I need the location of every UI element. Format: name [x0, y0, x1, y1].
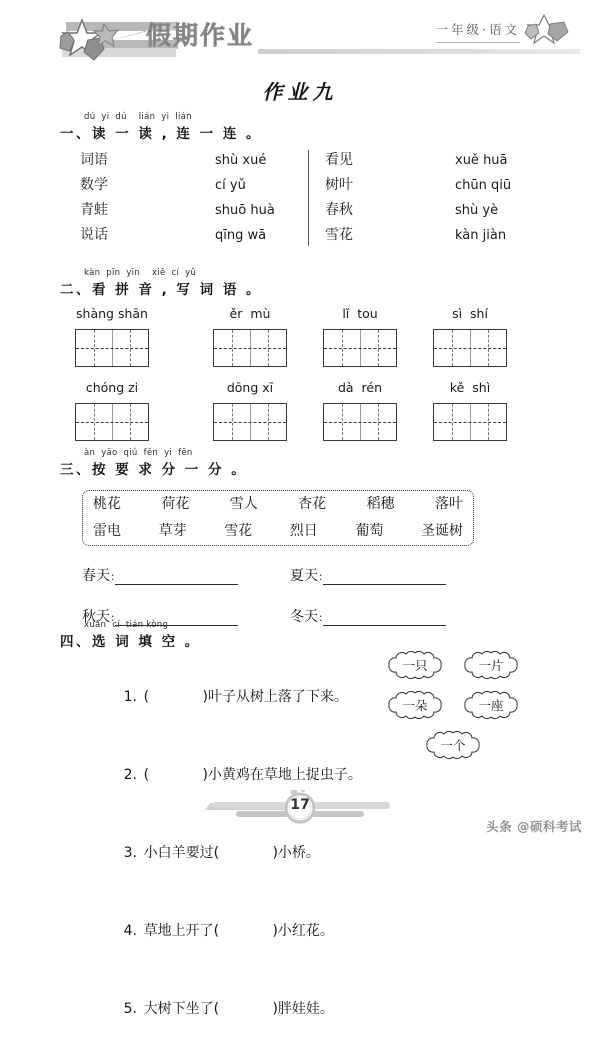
tianzige-grid[interactable] [433, 329, 507, 367]
word-bank-row [83, 518, 473, 545]
tianzige-pinyin: kě shì [449, 380, 491, 395]
tianzige-grid[interactable] [213, 329, 287, 367]
grid-h-guide [324, 422, 396, 423]
grid-v-guide [452, 404, 453, 440]
grid-h-guide [324, 348, 396, 349]
grid-h-guide [434, 348, 506, 349]
grid-h-guide [76, 422, 148, 423]
tianzige-group [75, 380, 149, 441]
cloud-option[interactable] [384, 690, 446, 720]
cloud-option-label: 一片 [478, 658, 504, 673]
word-bank-item[interactable]: 葡萄 [355, 523, 384, 539]
match-item[interactable]: qīng wā [215, 228, 267, 243]
page-header [0, 0, 600, 68]
tianzige-grid[interactable] [75, 329, 149, 367]
grid-h-guide [76, 348, 148, 349]
header-rule [258, 49, 580, 54]
sentence-row[interactable] [88, 970, 378, 1048]
grid-v-guide [94, 330, 95, 366]
season-entry-spring [82, 565, 290, 585]
cloud-option-label: 一只 [402, 658, 428, 673]
match-item[interactable]: 树叶 [325, 177, 353, 193]
cloud-option-label: 一个 [440, 738, 466, 753]
watermark-label: 头条 @硕科考试 [486, 819, 582, 834]
sentence-text: ( )小黄鸡在草地上捉虫子。 [143, 767, 362, 783]
cloud-option[interactable] [460, 690, 522, 720]
grid-v-guide [452, 330, 453, 366]
grid-h-guide [434, 422, 506, 423]
stars-logo-icon [58, 18, 128, 64]
grid-v-guide [94, 404, 95, 440]
season-answer-grid [82, 556, 502, 626]
sentence-number: 3. [123, 845, 137, 861]
grid-v-guide [232, 330, 233, 366]
tianzige-group [213, 380, 287, 441]
season-colon: : [319, 569, 323, 583]
section-2-title: 二、看 拼 音 , 写 词 语 。 [60, 282, 263, 298]
word-bank-item[interactable]: 稻穗 [366, 496, 395, 512]
section-3-title: 三、按 要 求 分 一 分 。 [60, 462, 248, 478]
word-bank-box [82, 490, 474, 546]
tianzige-group [323, 306, 397, 367]
grid-v-guide [378, 330, 379, 366]
section-1-title: 一、读 一 读 , 连 一 连 。 [60, 126, 263, 142]
section-3-pinyin: àn yāo qiú fēn yi fēn [84, 448, 193, 458]
section-1-heading [0, 112, 600, 142]
tianzige-pinyin: sì shí [452, 306, 488, 321]
sentence-text: 草地上开了( )小红花。 [143, 923, 334, 939]
tianzige-group [433, 306, 507, 367]
sentence-list [88, 658, 378, 1048]
match-item[interactable]: shù yè [455, 203, 499, 218]
match-item[interactable]: 春秋 [325, 202, 353, 218]
grid-v-guide [378, 404, 379, 440]
grid-v-guide [268, 404, 269, 440]
tianzige-group [75, 306, 149, 367]
section-1-pinyin: dú yi dú lián yi lián [84, 112, 192, 122]
match-left-words [80, 148, 108, 248]
tianzige-grid[interactable] [433, 403, 507, 441]
season-colon: : [111, 569, 115, 583]
word-bank-item[interactable]: 荷花 [161, 496, 190, 512]
section-classify-words [0, 448, 600, 628]
season-label: 春天 [82, 568, 110, 584]
season-row [82, 556, 502, 585]
measure-word-cloud-group [378, 648, 558, 766]
section-2-heading [0, 268, 600, 298]
grid-h-guide [214, 348, 286, 349]
sentence-text: 大树下坐了( )胖娃娃。 [143, 1001, 334, 1017]
section-4-title: 四、选 词 填 空 。 [60, 634, 201, 650]
match-item[interactable]: 数学 [80, 177, 108, 193]
season-entry-summer [290, 565, 446, 585]
word-bank-item[interactable]: 桃花 [93, 496, 121, 512]
tianzige-pinyin: ěr mù [229, 306, 271, 321]
match-item[interactable]: cí yǔ [215, 178, 246, 193]
season-answer-blank[interactable] [115, 567, 238, 585]
section-3-heading [0, 448, 600, 478]
section-2-pinyin: kàn pīn yīn xiě cí yǔ [84, 268, 197, 278]
tianzige-group [433, 380, 507, 441]
match-item[interactable]: xuě huā [455, 153, 508, 168]
match-item[interactable]: shù xué [215, 153, 267, 168]
season-label: 秋天 [82, 609, 110, 625]
sentence-number: 2. [123, 767, 137, 783]
grid-v-guide [488, 404, 489, 440]
tianzige-row-1 [0, 306, 600, 381]
sentence-number: 4. [123, 923, 137, 939]
word-bank-item[interactable]: 圣诞树 [420, 523, 463, 539]
tianzige-row-2 [0, 380, 600, 455]
section-pinyin-write-words [0, 268, 600, 440]
match-item[interactable]: 说话 [80, 227, 108, 243]
cloud-option-label: 一座 [478, 698, 504, 713]
grid-v-guide [342, 330, 343, 366]
sentence-text: 小白羊要过( )小桥。 [143, 845, 320, 861]
tianzige-grid[interactable] [323, 329, 397, 367]
section-4-pinyin: xuǎn cí tián kòng [84, 620, 169, 630]
match-item[interactable]: 青蛙 [80, 202, 108, 218]
tianzige-pinyin: chóng zi [85, 380, 139, 395]
section-read-and-match [0, 112, 600, 262]
sentence-number: 5. [123, 1001, 137, 1017]
tianzige-grid[interactable] [213, 403, 287, 441]
word-bank-item[interactable]: 杏花 [298, 496, 327, 512]
match-item[interactable]: shuō huà [215, 203, 275, 218]
tianzige-grid[interactable] [75, 403, 149, 441]
match-right-words [325, 148, 353, 248]
cloud-option[interactable] [422, 730, 484, 760]
match-item[interactable]: 雪花 [325, 227, 353, 243]
season-answer-blank[interactable] [323, 567, 446, 585]
grid-v-guide [342, 404, 343, 440]
match-exercise [80, 148, 580, 248]
word-bank-item[interactable]: 烈日 [289, 523, 318, 539]
word-bank-item[interactable]: 落叶 [434, 496, 463, 512]
word-bank-item[interactable]: 雪人 [229, 496, 258, 512]
cloud-option-label: 一朵 [402, 698, 428, 713]
brand-title: 假期作业 [146, 21, 255, 50]
tianzige-grid[interactable] [323, 403, 397, 441]
grid-v-guide [488, 330, 489, 366]
grid-h-guide [214, 422, 286, 423]
match-divider [308, 150, 309, 246]
season-colon: : [319, 610, 323, 624]
sentence-row[interactable] [88, 892, 378, 970]
season-label: 冬天 [290, 609, 318, 625]
grid-v-guide [130, 330, 131, 366]
section-4-heading [0, 620, 600, 650]
grid-v-guide [232, 404, 233, 440]
word-bank-item[interactable]: 雪花 [224, 523, 253, 539]
sentence-row[interactable] [88, 658, 378, 736]
tianzige-pinyin: dōng xī [226, 380, 274, 395]
tianzige-group [213, 306, 287, 367]
season-colon: : [111, 610, 115, 624]
cloud-option[interactable] [460, 650, 522, 680]
word-bank-item[interactable]: 草芽 [158, 523, 187, 539]
sentence-text: ( )叶子从树上落了下来。 [143, 689, 348, 705]
match-item[interactable]: 看见 [325, 152, 353, 168]
page-number: 17 [290, 797, 310, 813]
word-bank-row [83, 491, 473, 518]
tianzige-group [323, 380, 397, 441]
grade-subject-label: 一年级·语文 [436, 20, 520, 43]
stars-corner-icon [524, 14, 572, 48]
match-item[interactable]: 词语 [80, 152, 108, 168]
match-left-pinyin [215, 148, 275, 248]
page-title: 作业九 [262, 80, 338, 104]
match-item[interactable]: chūn qiū [455, 178, 512, 193]
cloud-option[interactable] [384, 650, 446, 680]
tianzige-pinyin: lǐ tou [342, 306, 378, 321]
sentence-number: 1. [123, 689, 137, 705]
tianzige-pinyin: shàng shān [76, 306, 148, 321]
season-label: 夏天 [290, 568, 318, 584]
word-bank-item[interactable]: 雷电 [93, 523, 121, 539]
grid-v-guide [130, 404, 131, 440]
grid-v-guide [268, 330, 269, 366]
match-item[interactable]: kàn jiàn [455, 228, 507, 243]
tianzige-pinyin: dà rén [337, 380, 383, 395]
match-right-pinyin [455, 148, 511, 248]
